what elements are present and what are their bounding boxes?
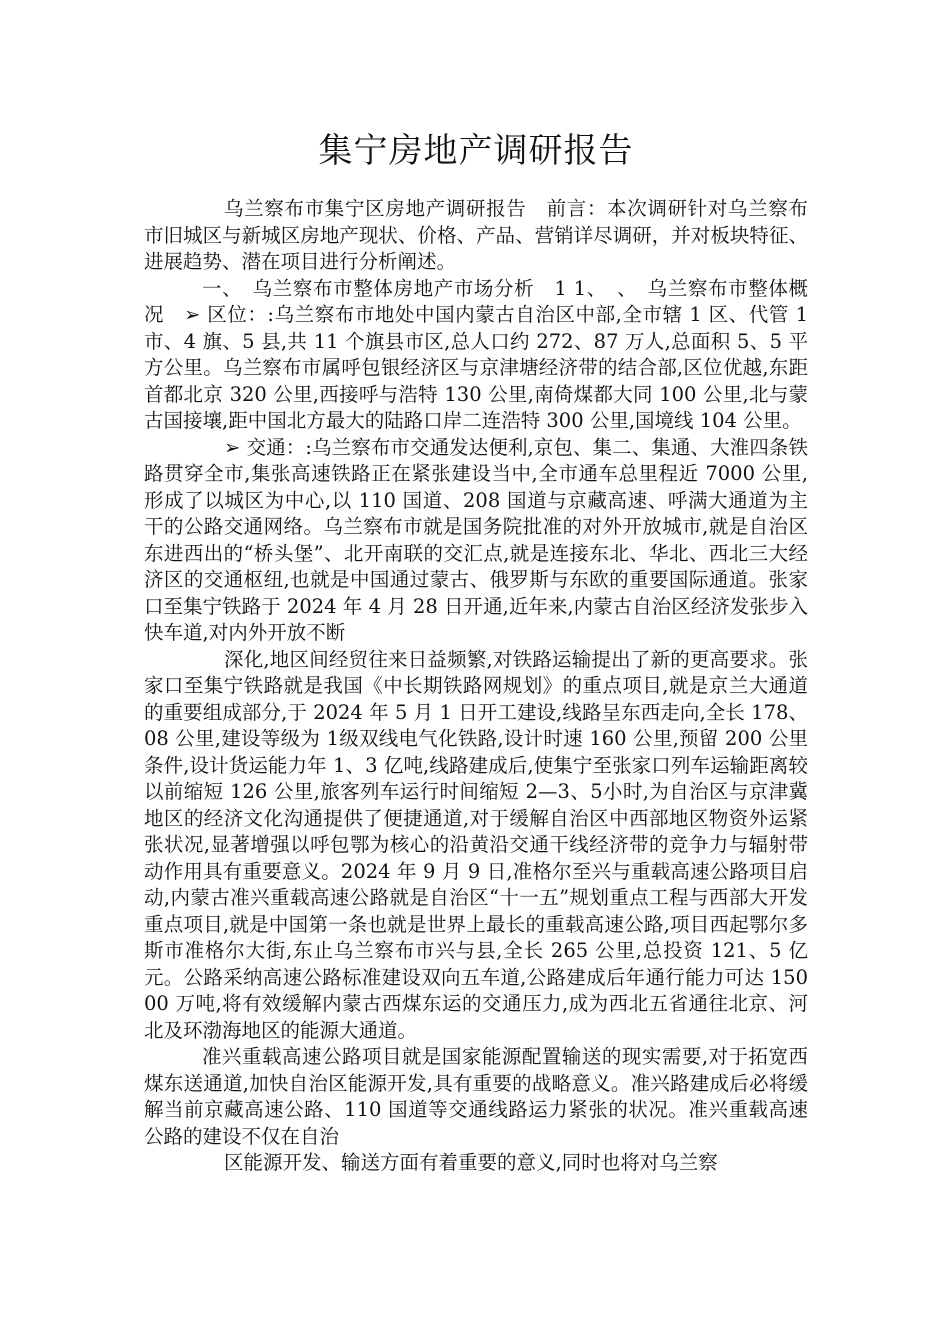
paragraph-location: 一、 乌兰察布市整体房地产市场分析 1 1、 、 乌兰察布市整体概况 ➢ 区位：:乌兰察布市地处中国内蒙古自治区中部,全市辖 1 区、代管 1 市、4 旗、5 县,共 11 个旗县市区,总人口约 272、87 万人,总面积 5、5 平方公里。乌兰察布市属呼包银经济区与京津塘经济带的结合部,区位优越,东距首都北京 320 公里,西接呼与浩特 130 公里,南倚煤都大同 100 公里,北与蒙古国接壤,距中国北方最大的陆路口岸二连浩特 300 公里,国境线 104 公里。 <box>144 276 808 432</box>
paragraph-railway: 深化,地区间经贸往来日益频繁,对铁路运输提出了新的更高要求。张家口至集宁铁路就是我国《中长期铁路网规划》的重点项目,就是京兰大通道的重要组成部分,于 2024 年 5 月 1 日开工建设,线路呈东西走向,全长 178、08 公里,建设等级为 1级双线电气化铁路,设计时速 160 公里,预留 200 公里条件,设计货运能力年 1、3 亿吨,线路建成后,使集宁至张家口列车运输距离较以前缩短 126 公里,旅客列车运行时间缩短 2—3、5小时,为自治区与京津冀地区的经济文化沟通提供了便捷通道,对于缓解自治区中西部地区物资外运紧张状况,显著增强以呼包鄂为核心的沿黄沿交通干线经济带的竞争力与辐射带动作用具有重要意义。2024 年 9 月 9 日,准格尔至兴与重载高速公路项目启动,内蒙古准兴重载高速公路就是自治区“十一五”规划重点工程与西部大开发重点项目,就是中国第一条也就是世界上最长的重载高速公路,项目西起鄂尔多斯市准格尔大街,东止乌兰察布市兴与县,全长 265 公里,总投资 121、5 亿元。公路采纳高速公路标准建设双向五车道,公路建成后年通行能力可达 15000 万吨,将有效缓解内蒙古西煤东运的交通压力,成为西北五省通往北京、河北及环渤海地区的能源大通道。 <box>144 647 808 1042</box>
paragraph-continued: 区能源开发、输送方面有着重要的意义,同时也将对乌兰察 <box>224 1151 718 1174</box>
paragraph-highway: 准兴重载高速公路项目就是国家能源配置输送的现实需要,对于拓宽西煤东送通道,加快自治区能源开发,具有重要的战略意义。准兴路建成后必将缓解当前京藏高速公路、110 国道等交通线路运力紧张的状况。准兴重载高速公路的建设不仅在自治 <box>144 1045 808 1148</box>
paragraph-preface: 乌兰察布市集宁区房地产调研报告 前言：本次调研针对乌兰察布市旧城区与新城区房地产现状、价格、产品、营销详尽调研，并对板块特征、进展趋势、潜在项目进行分析阐述。 <box>144 197 808 273</box>
paragraph-transport: ➢ 交通：:乌兰察布市交通发达便利,京包、集二、集通、大淮四条铁路贯穿全市,集张高速铁路正在紧张建设当中,全市通车总里程近 7000 公里,形成了以城区为中心,以 110 国道、208 国道与京藏高速、呼满大通道为主干的公路交通网络。乌兰察布市就是国务院批准的对外开放城市,就是自治区东进西出的“桥头堡”、北开南联的交汇点,就是连接东北、华北、西北三大经济区的交通枢纽,也就是中国通过蒙古、俄罗斯与东欧的重要国际通道。张家口至集宁铁路于 2024 年 4 月 28 日开通,近年来,内蒙古自治区经济发张步入快车道,对内外开放不断 <box>144 435 808 644</box>
document-title: 集宁房地产调研报告 <box>318 131 634 171</box>
document-body <box>144 196 808 1177</box>
